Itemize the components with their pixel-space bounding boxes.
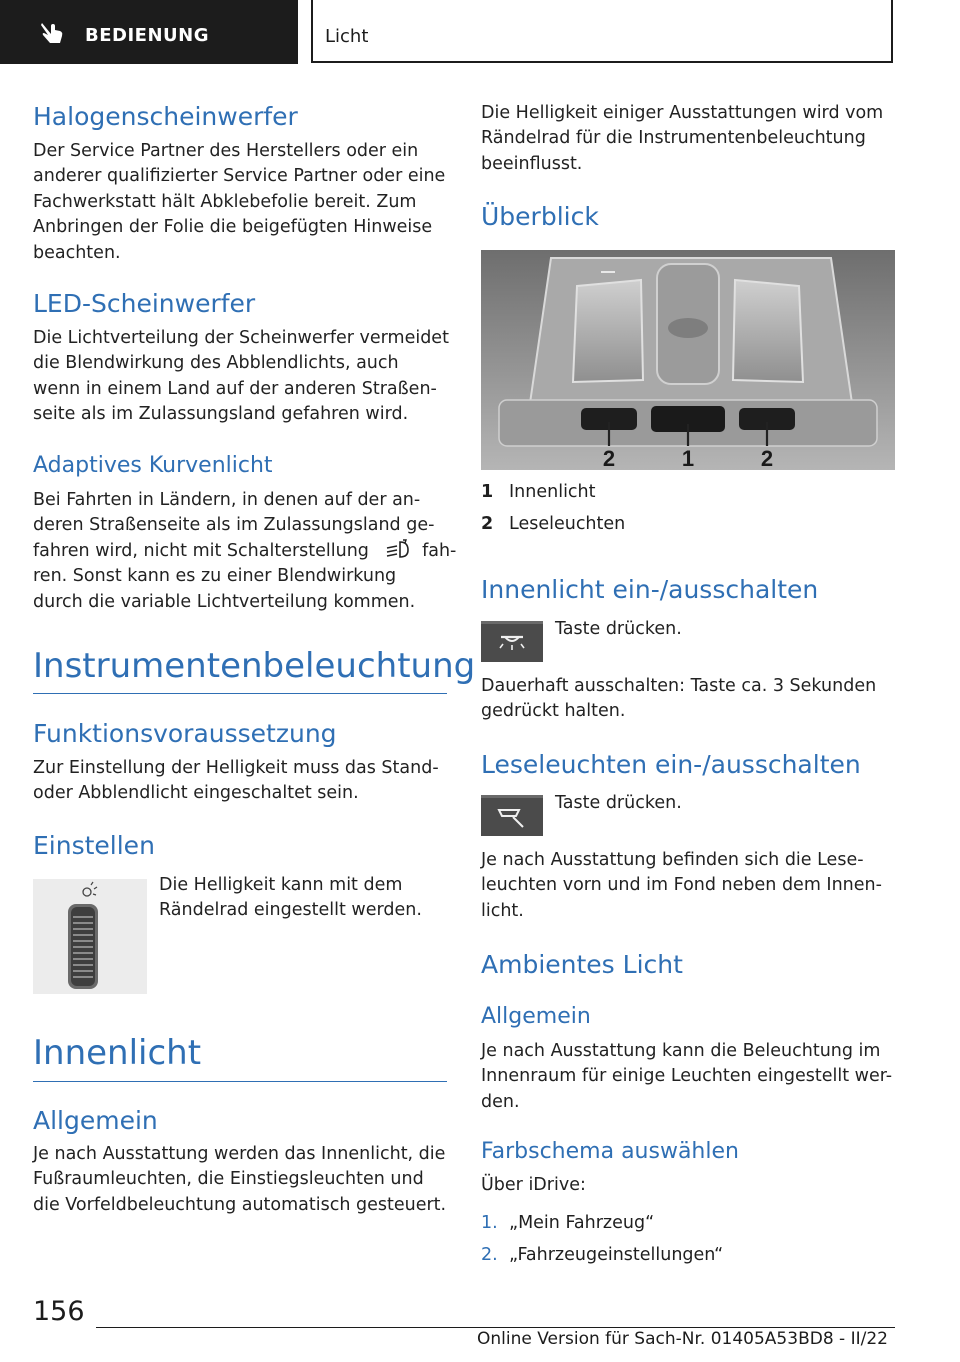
paragraph-interior-onoff: Dauerhaft ausschalten: Taste ca. 3 Sekunden gedrückt halten. <box>481 676 877 722</box>
press-text: Taste drücken. <box>555 793 682 813</box>
paragraph-reading-onoff: Je nach Ausstattung befinden sich die Lese- leuchten vorn und im Fond neben dem Innen- licht. <box>481 850 882 921</box>
step-number: 1. <box>481 1213 498 1233</box>
interior-light-icon <box>481 621 543 662</box>
thumbwheel-image <box>33 879 147 994</box>
paragraph-led: Die Lichtverteilung der Scheinwerfer vermeidet die Blendwirkung des Abblendlichts, auch wenn in einem Land auf der anderen Straßen- seite als im Zulassungsland gefahren wird. <box>33 328 449 425</box>
section-tab <box>0 0 298 64</box>
headlight-switch-icon <box>381 539 411 559</box>
step-number: 2. <box>481 1245 498 1265</box>
heading-general: Allgemein <box>33 1106 158 1135</box>
heading-color-scheme: Farbschema auswählen <box>481 1139 739 1164</box>
footer-online-version: Online Version für Sach-Nr. 01405A53BD8 - II/22 <box>477 1329 888 1349</box>
press-text: Taste drücken. <box>555 619 682 639</box>
paragraph-halogen: Der Service Partner des Herstellers oder ein anderer qualifizierter Service Partner oder eine Fachwerkstatt hält Abklebefolie bereit. Zum Anbringen der Folie die beigefügten Hinweise beachten. <box>33 141 446 263</box>
heading-ambient-general: Allgemein <box>481 1004 591 1029</box>
heading-instrument-lighting: Instrumentenbeleuchtung <box>33 646 476 686</box>
heading-ambient: Ambientes Licht <box>481 950 683 979</box>
paragraph-set: Die Helligkeit kann mit dem Rändelrad eingestellt werden. <box>159 875 422 921</box>
paragraph-intro: Die Helligkeit einiger Ausstattungen wird vom Rändelrad für die Instrumentenbeleuchtung beeinflusst. <box>481 103 884 174</box>
legend-number: 1 <box>481 482 494 502</box>
legend-text: Leseleuchten <box>509 514 626 534</box>
chapter-label: Licht <box>325 26 369 47</box>
heading-interior-onoff: Innenlicht ein-/ausschalten <box>481 575 819 604</box>
footer-rule <box>96 1327 895 1328</box>
photo-label-1: 1 <box>681 446 695 470</box>
page-number: 156 <box>33 1296 85 1327</box>
section-label: BEDIENUNG <box>85 25 209 46</box>
interior-light-button-image <box>481 621 543 662</box>
chapter-box <box>311 0 893 63</box>
legend-number: 2 <box>481 514 494 534</box>
photo-label-2: 2 <box>602 446 616 470</box>
paragraph-adaptive: Bei Fahrten in Ländern, in denen auf der an- deren Straßenseite als im Zulassungsland ge- fahren wird, nicht mit Schalterstellung fah- ren. Sonst kann es zu einer Blendwirkung durch die variable Lichtverteilung kommen. <box>33 490 457 612</box>
reading-light-button-image <box>481 795 543 836</box>
heading-set: Einstellen <box>33 831 155 860</box>
heading-func-req: Funktionsvoraussetzung <box>33 719 337 748</box>
heading-rule <box>33 693 447 694</box>
step-text: „Fahrzeugeinstellungen“ <box>509 1245 724 1265</box>
paragraph-func-req: Zur Einstellung der Helligkeit muss das Stand- oder Abblendlicht eingeschaltet sein. <box>33 758 439 804</box>
heading-halogen: Halogenscheinwerfer <box>33 102 298 131</box>
photo-label-2: 2 <box>760 446 774 470</box>
paragraph-ambient-general: Je nach Ausstattung kann die Beleuchtung im Innenraum für einige Leuchten eingestellt wer- den. <box>481 1041 893 1112</box>
step-text: „Mein Fahrzeug“ <box>509 1213 655 1233</box>
heading-interior-light: Innenlicht <box>33 1033 202 1073</box>
heading-overview: Überblick <box>481 202 599 231</box>
heading-led: LED-Scheinwerfer <box>33 289 256 318</box>
heading-reading-onoff: Leseleuchten ein-/ausschalten <box>481 750 861 779</box>
hand-pointer-icon <box>38 20 66 46</box>
reading-light-icon <box>481 795 543 836</box>
overhead-console-photo <box>481 250 895 470</box>
heading-adaptive: Adaptives Kurvenlicht <box>33 453 273 478</box>
paragraph-via-idrive: Über iDrive: <box>481 1175 586 1195</box>
paragraph-general: Je nach Ausstattung werden das Innenlicht, die Fußraumleuchten, die Einstiegsleuchten und die Vorfeldbeleuchtung automatisch gesteuert. <box>33 1144 447 1215</box>
heading-rule <box>33 1081 447 1082</box>
legend-text: Innenlicht <box>509 482 596 502</box>
